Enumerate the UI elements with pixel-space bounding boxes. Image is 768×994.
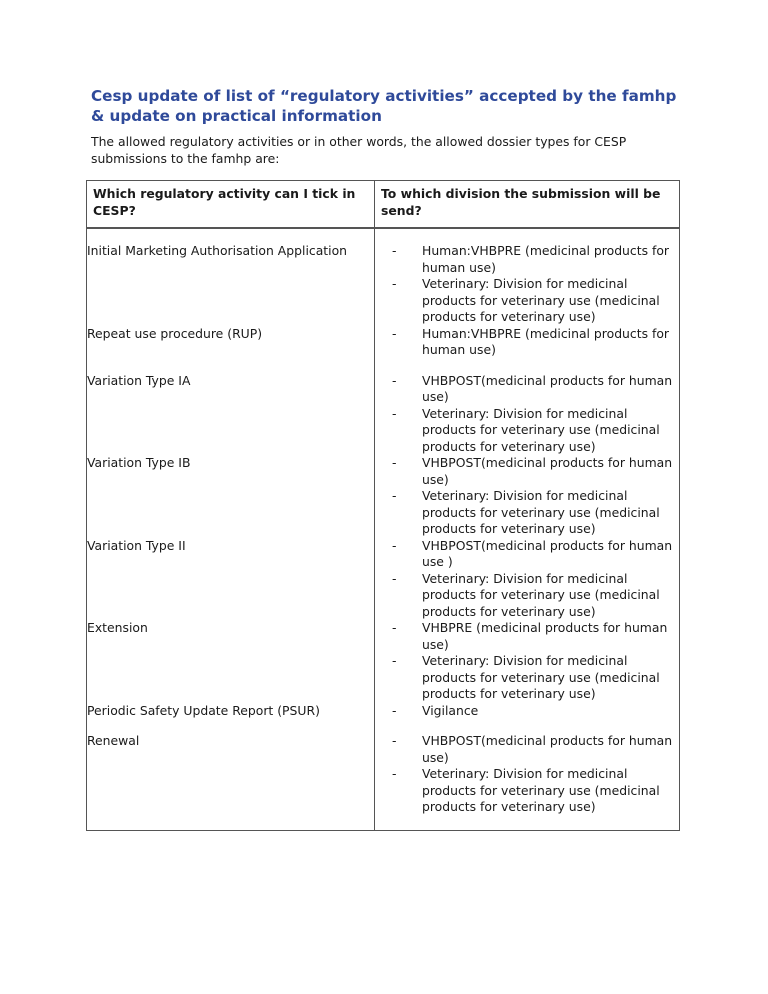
division-item: - Veterinary: Division for medicinal products for veterinary use (medicinal products for veterinary use) [375, 406, 679, 456]
header-division: To which division the submission will be send? [375, 181, 680, 229]
table-body [87, 228, 680, 830]
document-title: Cesp update of list of “regulatory activities” accepted by the famhp & update on practical information [91, 87, 677, 125]
intro-paragraph: The allowed regulatory activities or in other words, the allowed dossier types for CESP submissions to the famhp are: [91, 134, 627, 166]
division-list [375, 620, 679, 703]
activity-cell: Variation Type IB [87, 455, 191, 470]
division-item: - VHBPOST(medicinal products for human use) [375, 733, 679, 766]
table-row [87, 620, 680, 703]
table-row [87, 373, 680, 456]
table-row [87, 455, 680, 538]
activity-cell: Repeat use procedure (RUP) [87, 325, 263, 341]
division-item: - Veterinary: Division for medicinal products for veterinary use (medicinal products for veterinary use) [375, 766, 679, 816]
division-item: - Veterinary: Division for medicinal products for veterinary use (medicinal products for veterinary use) [375, 276, 679, 326]
division-item: - Veterinary: Division for medicinal products for veterinary use (medicinal products for veterinary use) [375, 653, 679, 703]
division-list [375, 538, 679, 621]
header-activity: Which regulatory activity can I tick in CESP? [87, 181, 375, 229]
table-row [87, 703, 680, 720]
division-list [375, 733, 679, 816]
division-item: - VHBPOST(medicinal products for human use) [375, 373, 679, 406]
table-row [87, 326, 680, 359]
division-item: - VHBPOST(medicinal products for human use) [375, 455, 679, 488]
division-list [375, 455, 679, 538]
table-spacer-row [87, 228, 680, 243]
division-item: - Human:VHBPRE (medicinal products for human use) [375, 326, 679, 359]
activity-cell: Extension [87, 620, 148, 635]
division-item: - VHBPRE (medicinal products for human use) [375, 620, 679, 653]
division-item: - Veterinary: Division for medicinal products for veterinary use (medicinal products for veterinary use) [375, 488, 679, 538]
table-row [87, 733, 680, 816]
activity-cell: Periodic Safety Update Report (PSUR) [87, 702, 320, 718]
regulatory-activities-table [86, 180, 680, 831]
table-row [87, 243, 680, 326]
division-list [375, 703, 679, 720]
division-list [375, 373, 679, 456]
division-list [375, 243, 679, 326]
table-spacer-row [87, 719, 680, 733]
table-header-row [87, 181, 680, 229]
table-spacer-row [87, 816, 680, 831]
division-item: - Veterinary: Division for medicinal products for veterinary use (medicinal products for veterinary use) [375, 571, 679, 621]
activity-cell: Variation Type IA [87, 372, 191, 388]
activity-cell: Renewal [87, 733, 140, 748]
table-row [87, 538, 680, 621]
table-spacer-row [87, 359, 680, 373]
division-list [375, 326, 679, 359]
division-item: - Human:VHBPRE (medicinal products for human use) [375, 243, 679, 276]
division-item: - Vigilance [375, 703, 679, 720]
activity-cell: Initial Marketing Authorisation Application [87, 243, 348, 258]
division-item: - VHBPOST(medicinal products for human use ) [375, 538, 679, 571]
activity-cell: Variation Type II [87, 537, 186, 553]
